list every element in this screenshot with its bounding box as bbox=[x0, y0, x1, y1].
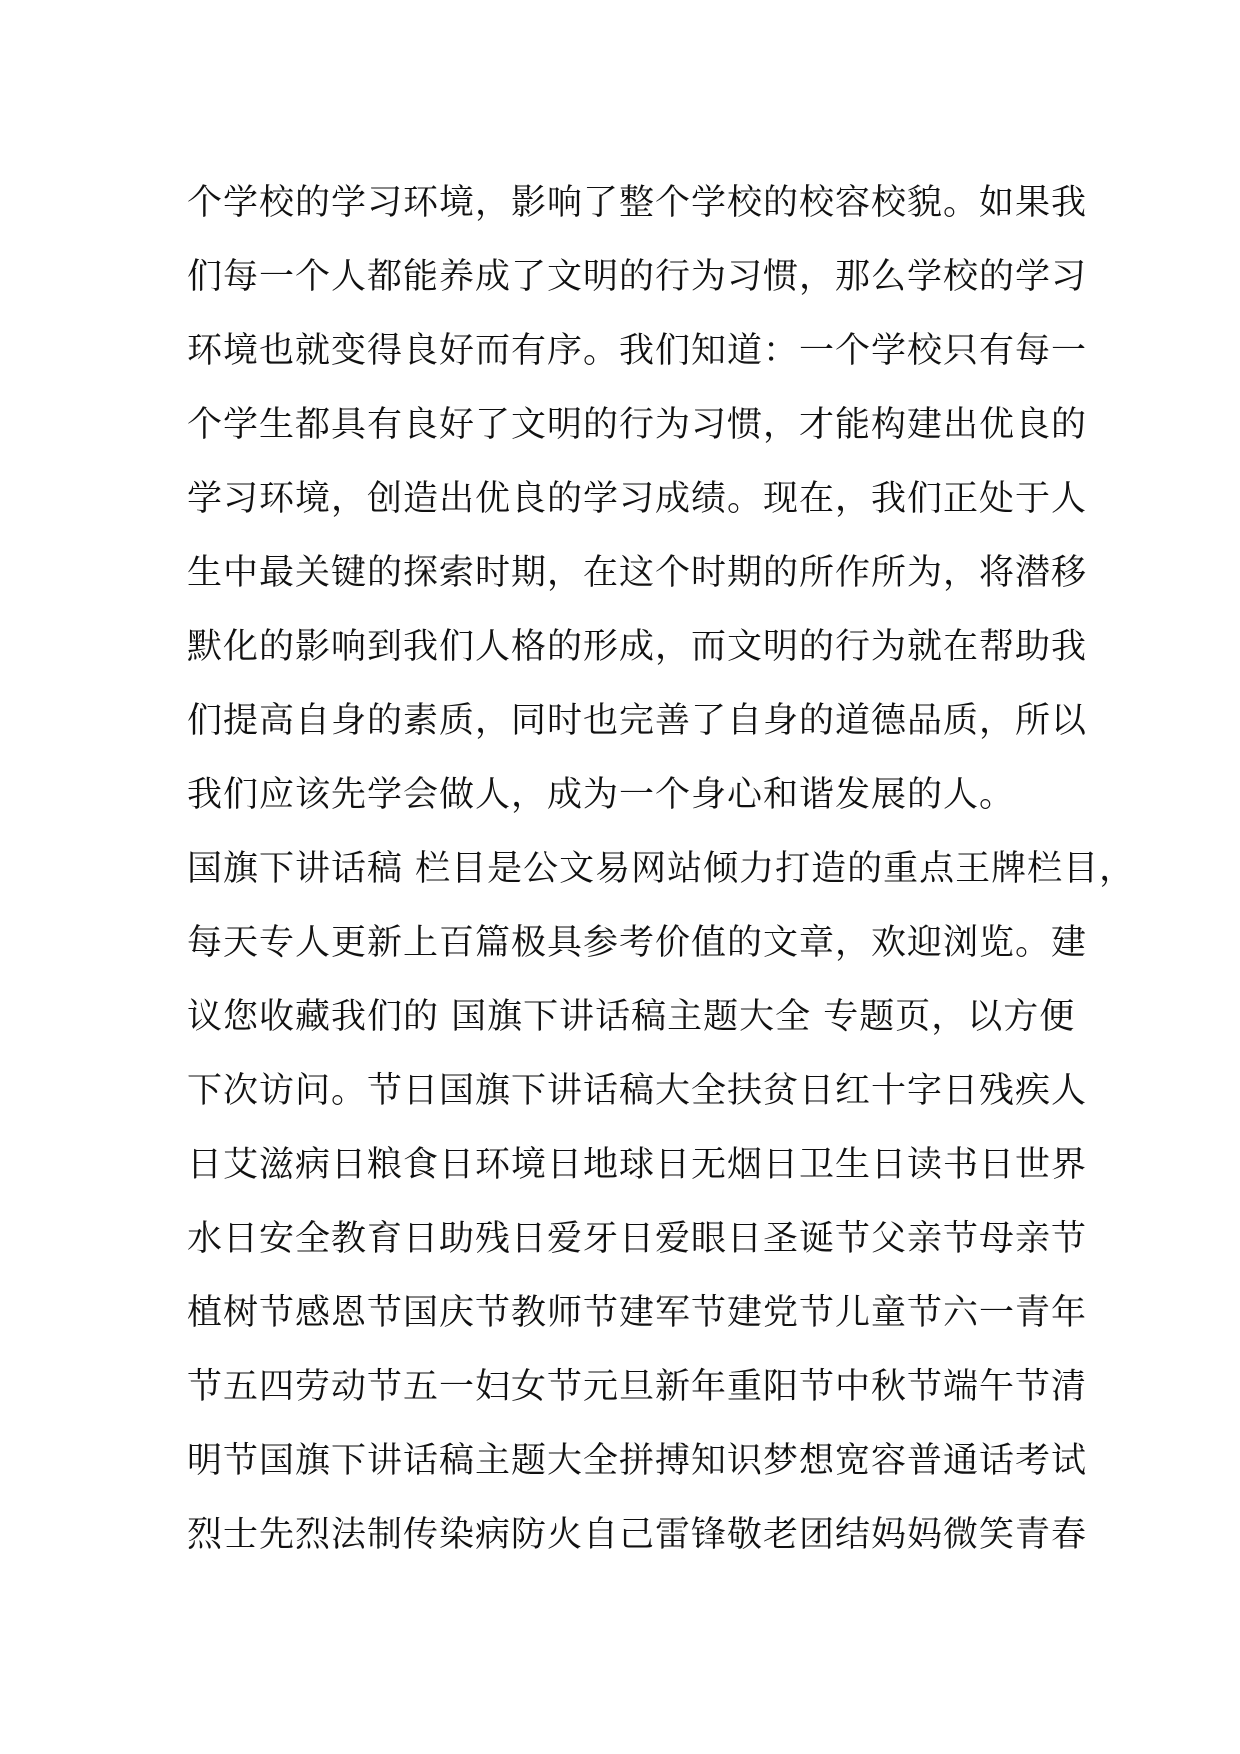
text-line: 们提高自身的素质，同时也完善了自身的道德品质，所以 bbox=[187, 701, 1088, 741]
text-line: 生中最关键的探索时期，在这个时期的所作所为，将潜移 bbox=[187, 553, 1088, 593]
text-line: 明节国旗下讲话稿主题大全拼搏知识梦想宽容普通话考试 bbox=[187, 1441, 1088, 1481]
text-line: 个学生都具有良好了文明的行为习惯，才能构建出优良的 bbox=[187, 405, 1088, 445]
text-line: 每天专人更新上百篇极具参考价值的文章，欢迎浏览。建 bbox=[187, 923, 1088, 963]
text-line: 下次访问。节日国旗下讲话稿大全扶贫日红十字日残疾人 bbox=[187, 1071, 1088, 1111]
text-line: 水日安全教育日助残日爱牙日爱眼日圣诞节父亲节母亲节 bbox=[187, 1219, 1088, 1259]
text-line: 学习环境，创造出优良的学习成绩。现在，我们正处于人 bbox=[187, 479, 1088, 519]
text-line: 我们应该先学会做人，成为一个身心和谐发展的人。 bbox=[187, 775, 1016, 815]
speech-paragraph bbox=[187, 166, 1088, 832]
text-line: 们每一个人都能养成了文明的行为习惯，那么学校的学习 bbox=[187, 257, 1088, 297]
promo-paragraph bbox=[187, 832, 1136, 1572]
text-line: 环境也就变得良好而有序。我们知道：一个学校只有每一 bbox=[187, 331, 1088, 371]
text-line: 烈士先烈法制传染病防火自己雷锋敬老团结妈妈微笑青春 bbox=[187, 1515, 1088, 1555]
text-line: 植树节感恩节国庆节教师节建军节建党节儿童节六一青年 bbox=[187, 1293, 1088, 1333]
text-line: 节五四劳动节五一妇女节元旦新年重阳节中秋节端午节清 bbox=[187, 1367, 1088, 1407]
text-line: 个学校的学习环境，影响了整个学校的校容校貌。如果我 bbox=[187, 183, 1088, 223]
text-line: 日艾滋病日粮食日环境日地球日无烟日卫生日读书日世界 bbox=[187, 1145, 1088, 1185]
text-line: 国旗下讲话稿 栏目是公文易网站倾力打造的重点王牌栏目， bbox=[187, 849, 1136, 889]
text-line: 默化的影响到我们人格的形成，而文明的行为就在帮助我 bbox=[187, 627, 1088, 667]
text-line: 议您收藏我们的 国旗下讲话稿主题大全 专题页，以方便 bbox=[187, 997, 1076, 1037]
